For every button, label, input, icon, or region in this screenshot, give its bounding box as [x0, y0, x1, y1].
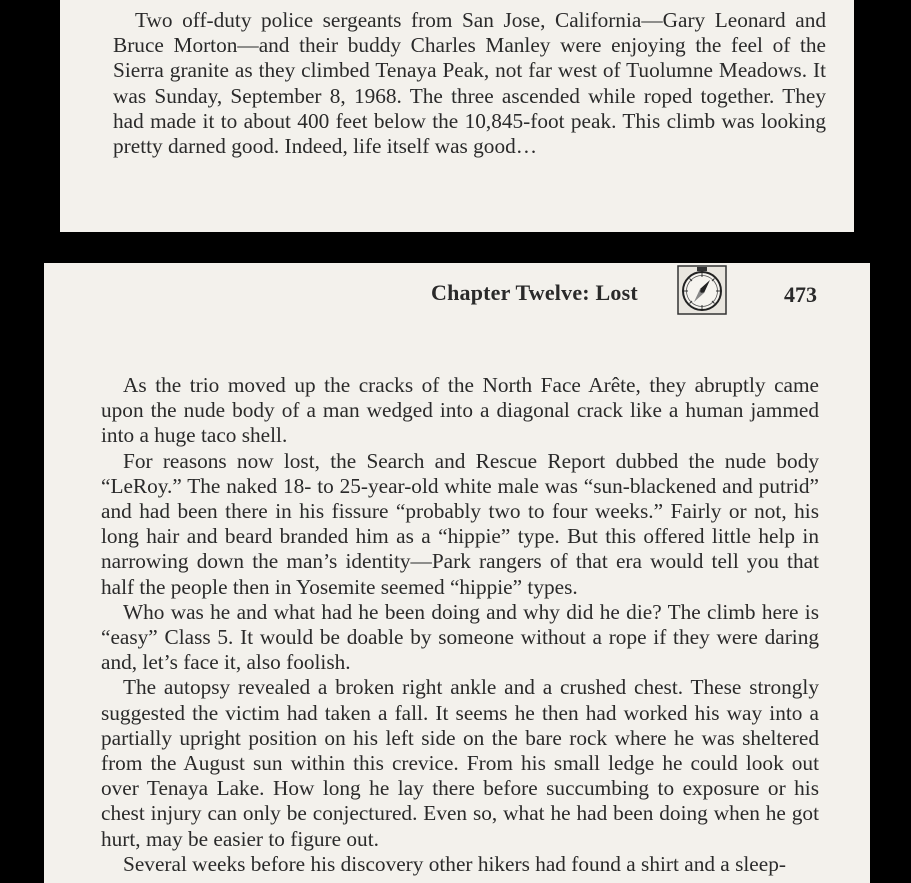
compass-icon [677, 265, 727, 315]
paragraph: For reasons now lost, the Search and Rescue Report dubbed the nude body “LeRoy.” The naked 18- to 25-year-old white male was “sun-blackened and putrid” and had been there in his fissure “probably two to four weeks.” Fairly or not, his long hair and beard branded him as a “hippie” type. But this offered little help in narrowing down the man’s identity—Park rangers of that era would tell you that half the people then in Yosemite seemed “hippie” types. [101, 448, 819, 599]
paragraph: As the trio moved up the cracks of the North Face Arête, they abruptly came upon the nude body of a man wedged into a diagonal crack like a human jammed into a huge taco shell. [101, 373, 819, 448]
paragraph: Who was he and what had he been doing and why did he die? The climb here is “easy” Class 5. It would be doable by someone without a rope if they were daring and, let’s face it, also foolish. [101, 599, 819, 675]
page-number: 473 [784, 282, 817, 307]
body-text [101, 373, 819, 877]
bottom-page [44, 263, 870, 883]
chapter-title: Chapter Twelve: Lost [431, 280, 638, 305]
paragraph: Several weeks before his discovery other hikers had found a shirt and a sleep- [123, 851, 786, 876]
paragraph: The autopsy revealed a broken right ankle and a crushed chest. These strongly suggested the victim had taken a fall. It seems he then had worked his way into a partially upright position on his left side on the bare rock where he was sheltered from the August sun within this crevice. From his small ledge he could look out over Tenaya Lake. How long he lay there before succumbing to exposure or his chest injury can only be conjectured. Even so, what he had been doing when he got hurt, may be easier to figure out. [101, 675, 819, 851]
top-page [60, 0, 854, 232]
top-page-paragraph: Two off-duty police sergeants from San Jose, California—Gary Leonard and Bruce Morton—and their buddy Charles Manley were enjoying the feel of the Sierra granite as they climbed Tenaya Peak, not far west of Tuolumne Meadows. It was Sunday, September 8, 1968. The three ascended while roped together. They had made it to about 400 feet below the 10,845-foot peak. This climb was looking pretty darned good. Indeed, life itself was good… [113, 8, 826, 159]
